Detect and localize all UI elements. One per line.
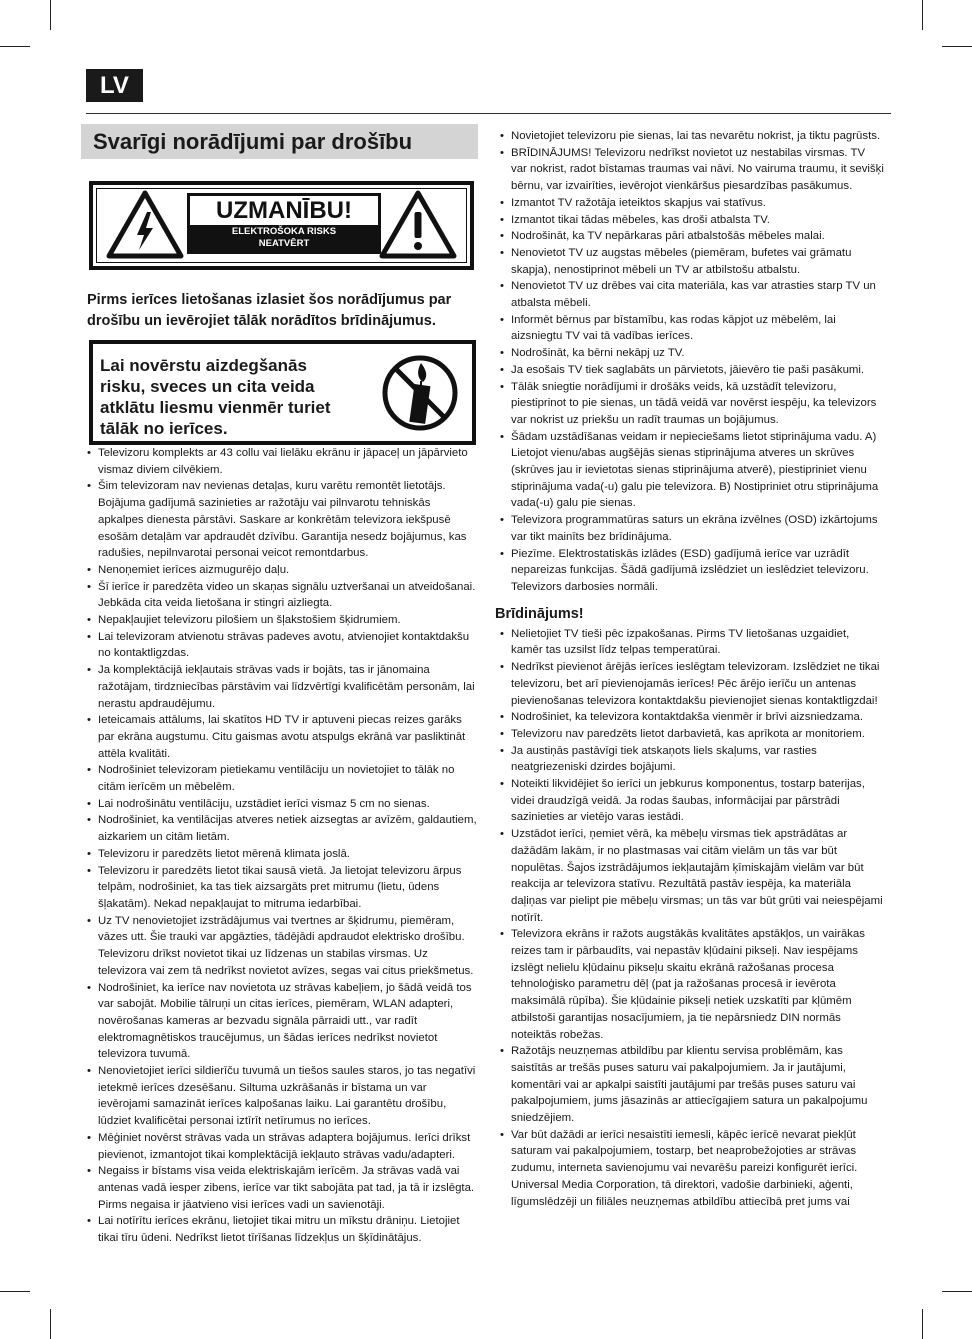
list-item: • Televizoru komplekts ar 43 collu vai lielāku ekrānu ir jāpaceļ un jāpārvieto vismaz diviem cilvēkiem. — [81, 445, 478, 478]
list-item: • Izmantot tikai tādas mēbeles, kas droši atbalsta TV. — [494, 212, 884, 229]
list-item: • Tālāk sniegtie norādījumi ir drošāks veids, kā uzstādīt televizoru, piestiprinot to pie sienas, un tādā veidā var novērst iespēju, ka televizors var nokrist uz priekšu un radīt traumas un bojājumus. — [494, 379, 884, 429]
list-item: • Šādam uzstādīšanas veidam ir nepieciešams lietot stiprinājuma vadu. A) Lietojot vienu/abas augšējās sienas stiprinājuma atveres un skrūves (skrūves jau ir ievietotas sienas stiprinājuma atverē), piestipriniet vienu stiprinājuma vada(-u) galu pie televizora. B) Nostipriniet otru stiprinājuma vada(-u) galu pie sienas. — [494, 429, 884, 513]
list-item: • Nodrošiniet, ka televizora kontaktdakša vienmēr ir brīvi aizsniedzama. — [494, 709, 884, 726]
list-item: • Lai televizoram atvienotu strāvas padeves avotu, atvienojiet kontaktdakšu no kontaktligzdas. — [81, 629, 478, 662]
list-item: • Ja esošais TV tiek saglabāts un pārvietots, jāievēro tie paši pasākumi. — [494, 362, 884, 379]
crop-mark — [50, 1309, 51, 1339]
warnings-list — [494, 626, 884, 1211]
list-item: • Televizora programmatūras saturs un ekrāna izvēlnes (OSD) izkārtojums var tikt mainīts bez brīdinājuma. — [494, 512, 884, 545]
caution-subtitle-line: NEATVĒRT — [258, 238, 310, 249]
list-item: • Nenovietot TV uz augstas mēbeles (piemēram, bufetes vai grāmatu skapja), nenostiprinot mēbeli un TV ar atbilstošu atbalstu. — [494, 245, 884, 278]
list-item: • Televizoru ir paredzēts lietot mērenā klimata joslā. — [81, 846, 478, 863]
list-item: • Ražotājs neuzņemas atbildību par klientu servisa problēmām, kas saistītās ar trešās puses saturu vai pakalpojumiem. Ja ir jautājumi, komentāri vai ar apkalpi saistīti jautājumi par trešās puses saturu vai pakalpojumiem, jums jāsazinās ar attiecīgajiem satura un pakalpojumu sniedzējiem. — [494, 1043, 884, 1127]
list-item: • Nodrošiniet, ka ventilācijas atveres netiek aizsegtas ar avīzēm, galdautiem, aizkariem un citām lietām. — [81, 812, 478, 845]
header-rule — [86, 113, 891, 114]
no-open-flame-icon — [380, 353, 460, 433]
caution-subtitle — [187, 226, 381, 250]
caution-label — [89, 181, 474, 270]
list-item: • Noteikti likvidējiet šo ierīci un jebkurus komponentus, tostarp baterijas, videi draudzīgā veidā. Ja rodas šaubas, informācijai par pārstrādi sazinieties ar vietējo varas iestādi. — [494, 776, 884, 826]
list-item: • Ja austiņās pastāvīgi tiek atskaņots liels skaļums, var rasties neatgriezeniski dzirdes bojājumi. — [494, 743, 884, 776]
crop-mark — [922, 0, 923, 30]
list-item: • Nenoņemiet ierīces aizmugurējo daļu. — [81, 562, 478, 579]
list-item: • Informēt bērnus par bīstamību, kas rodas kāpjot uz mēbelēm, lai aizsniegtu TV vai tā vadības ierīces. — [494, 312, 884, 345]
language-tab: LV — [86, 69, 143, 102]
list-item: • Izmantot TV ražotāja ieteiktos skapjus vai statīvus. — [494, 195, 884, 212]
list-item: • Šī ierīce ir paredzēta video un skaņas signālu uztveršanai un atveidošanai. Jebkāda cita veida lietošana ir stingri aizliegta. — [81, 579, 478, 612]
intro-text: Pirms ierīces lietošanas izlasiet šos norādījumus par drošību un ievērojiet tālāk norādītos brīdinājumus. — [87, 292, 452, 329]
list-item: • Lai notīrītu ierīces ekrānu, lietojiet tikai mitru un mīkstu drāniņu. Lietojiet tikai tīru ūdeni. Nedrīkst lietot tīrīšanas līdzekļus un šķīdinātājus. — [81, 1213, 478, 1246]
safety-list-left — [81, 445, 478, 1247]
caution-title: UZMANĪBU! — [190, 196, 378, 225]
caution-label-center — [187, 193, 381, 254]
list-item: • Novietojiet televizoru pie sienas, lai tas nevarētu nokrist, ja tiktu pagrūsts. — [494, 128, 884, 145]
warnings-heading: Brīdinājums! — [495, 605, 584, 622]
crop-mark — [942, 1291, 972, 1292]
list-item: • Nodrošiniet, ka ierīce nav novietota uz strāvas kabeļiem, jo šādā veidā tos var sabojāt. Mobilie tālruņi un citas ierīces, piemēram, WLAN adapteri, novērošanas kameras ar bezvadu signāla pārraidi utt., var radīt elektromagnētiskos traucējumus, un šādas ierīces nedrīkst novietot televizora tuvumā. — [81, 980, 478, 1064]
list-item: • Ieteicamais attālums, lai skatītos HD TV ir aptuveni piecas reizes garāks par ekrāna augstumu. Citu gaismas avotu atspulgs ekrānā var pasliktināt attēla kvalitāti. — [81, 712, 478, 762]
list-item: • Piezīme. Elektrostatiskās izlādes (ESD) gadījumā ierīce var uzrādīt nepareizas funkcijas. Šādā gadījumā izslēdziet un ieslēdziet televizoru. Televizors darbosies normāli. — [494, 546, 884, 596]
list-item: • Nodrošināt, ka bērni nekāpj uz TV. — [494, 345, 884, 362]
list-item: • Nepakļaujiet televizoru pilošiem un šļakstošiem šķidrumiem. — [81, 612, 478, 629]
electric-shock-warning-icon — [106, 190, 184, 260]
fire-warning-text: Lai novērstu aizdegšanās risku, sveces un cita veida atklātu liesmu vienmēr turiet tālāk no ierīces. — [100, 356, 331, 438]
list-item: • Televizoru nav paredzēts lietot darbavietā, kas aprīkota ar monitoriem. — [494, 726, 884, 743]
list-item: • Var būt dažādi ar ierīci nesaistīti iemesli, kāpēc ierīcē nevarat piekļūt saturam vai pakalpojumiem, tostarp, bet neaprobežojoties ar strāvas zudumu, interneta savienojumu vai nevarēšu pareizi konfigurēt ierīci. Universal Media Corporation, tā direktori, vadošie darbinieki, aģenti, līgumslēdzēji un filiāles neuzņemas atbildību attiecībā pret jums vai — [494, 1127, 884, 1211]
right-column — [494, 128, 884, 1210]
left-column — [81, 124, 478, 1247]
crop-mark — [942, 46, 972, 47]
list-item: • Nodrošināt, ka TV nepārkaras pāri atbalstošās mēbeles malai. — [494, 228, 884, 245]
list-item: • Uz TV nenovietojiet izstrādājumus vai tvertnes ar šķidrumu, piemēram, vāzes utt. Šie trauki var apgāzties, tādējādi apdraudot elektrisko drošību. Televizoru drīkst novietot tikai uz līdzenas un stabilas virsmas. Uz televizora vai zem tā nedrīkst novietot avīzes, segas vai citus priekšmetus. — [81, 913, 478, 980]
list-item: • Ja komplektācijā iekļautais strāvas vads ir bojāts, tas ir jānomaina ražotājam, tirdzniecības pārstāvim vai līdzvērtīgi kvalificētām personām, lai nerastu apdraudējumu. — [81, 662, 478, 712]
list-item: • Šim televizoram nav nevienas detaļas, kuru varētu remontēt lietotājs. Bojājuma gadījumā sazinieties ar ražotāju vai pilnvarotu tehniskās apkalpes dienesta pārstāvi. Saskare ar konkrētām televizora iekšpusē esošām detaļām var apdraudēt dzīvību. Garantija nesedz bojājumus, kas radušies, nepilnvarotai personai veicot remontdarbus. — [81, 478, 478, 562]
list-item: • Negaiss ir bīstams visa veida elektriskajām ierīcēm. Ja strāvas vadā vai antenas vadā iesper zibens, ierīce var tikt sabojāta pat tad, ja tā ir izslēgta. Pirms negaisa ir jāatvieno visi ierīces vadi un savienotāji. — [81, 1163, 478, 1213]
list-item: • Lai nodrošinātu ventilāciju, uzstādiet ierīci vismaz 5 cm no sienas. — [81, 796, 478, 813]
safety-list-right — [494, 128, 884, 596]
crop-mark — [0, 1291, 30, 1292]
list-item: • Nelietojiet TV tieši pēc izpakošanas. Pirms TV lietošanas uzgaidiet, kamēr tas uzsilst līdz telpas temperatūrai. — [494, 626, 884, 659]
caution-subtitle-line: ELEKTROŠOKA RISKS — [231, 226, 337, 237]
list-item: • Nodrošiniet televizoram pietiekamu ventilāciju un novietojiet to tālāk no citām ierīcēm un mēbelēm. — [81, 762, 478, 795]
list-item: • Mēģiniet novērst strāvas vada un strāvas adaptera bojājumus. Ierīci drīkst pievienot, izmantojot tikai komplektācijā iekļauto strāvas vadu/adapteri. — [81, 1130, 478, 1163]
fire-warning-box — [89, 340, 476, 445]
page-title: Svarīgi norādījumi par drošību — [81, 124, 478, 159]
list-item: • Nenovietojiet ierīci sildierīču tuvumā un tiešos saules staros, jo tas negatīvi ietekmē ierīces dzesēšanu. Siltuma uzkrāšanās ir bīstama un var ievērojami samazināt ierīces kalpošanas laiku. Lai garantētu drošību, lūdziet kvalificētai personai iztīrīt netīrumus no ierīces. — [81, 1063, 478, 1130]
list-item: • Nenovietot TV uz drēbes vai cita materiāla, kas var atrasties starp TV un atbalsta mēbeli. — [494, 278, 884, 311]
exclamation-warning-icon — [379, 190, 457, 260]
crop-mark — [0, 46, 30, 47]
list-item: • Televizoru ir paredzēts lietot tikai sausā vietā. Ja lietojat televizoru ārpus telpām, nodrošiniet, ka tas tiek aizsargāts pret mitrumu (lietu, ūdens šļakatām). Nekad nepakļaujat to mitruma iedarbībai. — [81, 863, 478, 913]
crop-mark — [50, 0, 51, 30]
list-item: • Televizora ekrāns ir ražots augstākās kvalitātes apstākļos, un vairākas reizes tam ir pārbaudīts, vai nepastāv kļūdaini pikseļi. Nav iespējams izslēgt nelielu kļūdainu pikseļu skaitu ekrānā ražošanas procesa tehnoloģisko parametru dēļ (pat ja ražošanas procesā ir ievērota maksimālā rūpība). Šie kļūdainie pikseļi netiek uzskatīti par kļūmēm atbilstoši garantijas nosacījumiem, ja tie nepārsniedz DIN normās noteiktās robežas. — [494, 926, 884, 1043]
list-item: • Uzstādot ierīci, ņemiet vērā, ka mēbeļu virsmas tiek apstrādātas ar dažādām lakām, ir no plastmasas vai citām vielām un tās var būt nopulētas. Šajos izstrādājumos iekļautajām ķīmiskajām vielām var būt reakcija ar televizora statīvu. Rezultātā pastāv iespēja, ka materiāla daļiņas var pielipt pie mēbeļu virsmas; un tās var būt grūti vai neiespējami notīrīt. — [494, 826, 884, 926]
list-item: • BRĪDINĀJUMS! Televizoru nedrīkst novietot uz nestabilas virsmas. TV var nokrist, radot bīstamas traumas vai nāvi. No vairuma traumu, it sevišķi bērnu, var izvairīties, ievērojot vienkāršus piesardzības pasākumus. — [494, 145, 884, 195]
list-item: • Nedrīkst pievienot ārējās ierīces ieslēgtam televizoram. Izslēdziet ne tikai televizoru, bet arī pievienojamās ierīces! Pēc ārējo ierīču un antenas pievienošanas televizora kontaktdakšu pievienojiet sienas kontaktligzdai! — [494, 659, 884, 709]
crop-mark — [922, 1309, 923, 1339]
